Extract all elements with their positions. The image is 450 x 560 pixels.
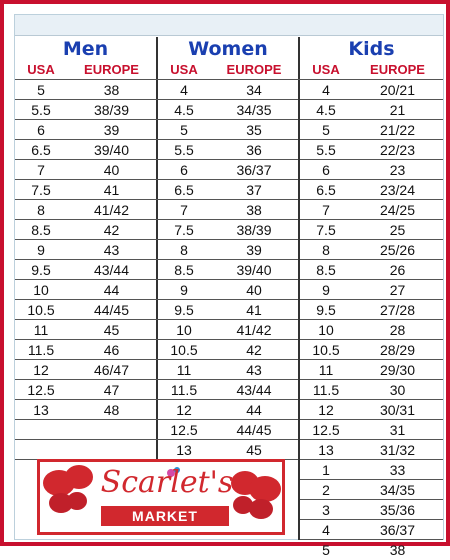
women-europe-cell: 35 [246, 122, 262, 138]
men-title: Men [62, 38, 109, 60]
men-europe-cell: 44 [103, 282, 120, 298]
row-divider [300, 459, 443, 460]
men-usa-cell: 9.5 [31, 262, 51, 278]
men-europe-cell: 39/40 [93, 142, 130, 158]
women-title: Women [188, 38, 268, 60]
row-divider [15, 319, 298, 320]
men-usa-cell: 5.5 [31, 102, 51, 118]
kids-europe-cell: 25/26 [379, 242, 416, 258]
row-divider [300, 119, 443, 120]
women-usa-cell: 12 [176, 402, 192, 418]
row-divider [300, 359, 443, 360]
women-europe-cell: 34/35 [236, 102, 272, 118]
men-usa-cell: 11.5 [27, 342, 55, 358]
kids-europe-cell: 25 [389, 222, 406, 238]
kids-europe-cell: 34/35 [379, 482, 416, 498]
row-divider [15, 439, 298, 440]
kids-usa-cell: 12 [318, 402, 334, 418]
women-europe-cell: 37 [246, 182, 262, 198]
men-usa-cell: 7.5 [31, 182, 51, 198]
row-divider [15, 219, 298, 220]
women-usa-cell: 6.5 [174, 182, 194, 198]
kids-usa-cell: 9.5 [316, 302, 336, 318]
row-divider [15, 119, 298, 120]
men-usa-cell: 5 [37, 82, 45, 98]
row-divider [15, 239, 298, 240]
men-europe-cell: 45 [103, 322, 120, 338]
kids-europe-cell: 24/25 [379, 202, 416, 218]
men-europe-header: EUROPE [84, 62, 139, 77]
kids-usa-cell: 6 [322, 162, 330, 178]
row-divider [300, 139, 443, 140]
women-europe-cell: 41 [246, 302, 262, 318]
men-usa-cell: 12 [33, 362, 49, 378]
kids-europe-cell: 28/29 [379, 342, 416, 358]
men-usa-cell: 9 [37, 242, 45, 258]
women-usa-cell: 13 [176, 442, 192, 458]
women-usa-cell: 5.5 [174, 142, 194, 158]
row-divider [15, 379, 298, 380]
kids-europe-cell: 30/31 [379, 402, 416, 418]
women-usa-cell: 4.5 [174, 102, 194, 118]
women-usa-cell: 10.5 [170, 342, 198, 358]
kids-europe-cell: 21 [389, 102, 406, 118]
kids-usa-cell: 5 [322, 122, 330, 138]
kids-title: Kids [348, 38, 395, 60]
logo-script-text: Scarlet's [100, 465, 234, 500]
women-usa-cell: 9 [180, 282, 188, 298]
kids-europe-cell: 20/21 [379, 82, 416, 98]
men-europe-cell: 42 [103, 222, 120, 238]
kids-europe-cell: 21/22 [379, 122, 416, 138]
row-divider [300, 319, 443, 320]
kids-usa-cell: 11 [318, 362, 334, 378]
women-europe-cell: 43/44 [236, 382, 272, 398]
kids-europe-cell: 27 [389, 282, 406, 298]
row-divider [15, 299, 298, 300]
women-europe-cell: 38/39 [236, 222, 272, 238]
kids-usa-cell: 8.5 [316, 262, 336, 278]
men-europe-cell: 47 [103, 382, 120, 398]
kids-usa-cell: 3 [322, 502, 330, 518]
row-divider [300, 279, 443, 280]
row-divider [15, 399, 298, 400]
kids-usa-cell: 4 [322, 522, 330, 538]
women-europe-cell: 45 [246, 442, 262, 458]
kids-europe-cell: 23/24 [379, 182, 416, 198]
kids-usa-cell: 1 [322, 462, 330, 478]
row-divider [15, 419, 298, 420]
logo-market-text: MARKET [101, 506, 229, 526]
men-usa-cell: 6 [37, 122, 45, 138]
men-europe-cell: 43/44 [93, 262, 130, 278]
kids-europe-cell: 38 [389, 542, 406, 558]
women-usa-cell: 4 [180, 82, 188, 98]
men-europe-cell: 46/47 [93, 362, 130, 378]
row-divider [300, 199, 443, 200]
women-europe-cell: 42 [246, 342, 262, 358]
women-europe-cell: 38 [246, 202, 262, 218]
women-europe-cell: 41/42 [236, 322, 272, 338]
row-divider [300, 299, 443, 300]
row-divider [300, 219, 443, 220]
row-divider [300, 479, 443, 480]
kids-europe-cell: 30 [389, 382, 406, 398]
men-europe-cell: 48 [103, 402, 120, 418]
kids-usa-cell: 6.5 [316, 182, 336, 198]
row-divider [15, 139, 298, 140]
kids-europe-cell: 27/28 [379, 302, 416, 318]
kids-usa-cell: 12.5 [312, 422, 340, 438]
men-usa-cell: 12.5 [27, 382, 55, 398]
women-usa-cell: 6 [180, 162, 188, 178]
row-divider [300, 519, 443, 520]
kids-europe-cell: 22/23 [379, 142, 416, 158]
kids-usa-cell: 7 [322, 202, 330, 218]
men-usa-cell: 11 [33, 322, 49, 338]
kids-usa-cell: 5 [322, 542, 330, 558]
men-usa-cell: 7 [37, 162, 45, 178]
men-europe-cell: 43 [103, 242, 120, 258]
men-europe-cell: 38 [103, 82, 120, 98]
men-europe-cell: 46 [103, 342, 120, 358]
women-europe-header: EUROPE [226, 62, 282, 77]
women-europe-cell: 44 [246, 402, 262, 418]
kids-europe-cell: 26 [389, 262, 406, 278]
kids-usa-cell: 13 [318, 442, 334, 458]
row-divider [300, 239, 443, 240]
kids-usa-cell: 4 [322, 82, 330, 98]
kids-usa-cell: 7.5 [316, 222, 336, 238]
men-usa-cell: 10 [33, 282, 49, 298]
kids-usa-cell: 10.5 [312, 342, 340, 358]
kids-europe-cell: 31 [389, 422, 406, 438]
kids-europe-header: EUROPE [370, 62, 425, 77]
men-usa-cell: 13 [33, 402, 49, 418]
kids-europe-cell: 31/32 [379, 442, 416, 458]
women-europe-cell: 36/37 [236, 162, 272, 178]
row-divider [300, 179, 443, 180]
kids-usa-cell: 8 [322, 242, 330, 258]
kids-usa-cell: 9 [322, 282, 330, 298]
kids-europe-cell: 35/36 [379, 502, 416, 518]
row-divider [15, 199, 298, 200]
row-divider [300, 379, 443, 380]
row-divider [15, 279, 298, 280]
women-usa-cell: 7 [180, 202, 188, 218]
row-divider [300, 159, 443, 160]
women-usa-cell: 9.5 [174, 302, 194, 318]
women-usa-cell: 12.5 [170, 422, 198, 438]
row-divider [15, 179, 298, 180]
kids-europe-cell: 36/37 [379, 522, 416, 538]
men-usa-header: USA [27, 62, 55, 77]
men-europe-cell: 40 [103, 162, 120, 178]
kids-usa-cell: 2 [322, 482, 330, 498]
top-band [15, 15, 443, 36]
men-usa-cell: 8.5 [31, 222, 51, 238]
kids-usa-cell: 11.5 [312, 382, 340, 398]
row-divider [300, 499, 443, 500]
women-usa-cell: 10 [176, 322, 192, 338]
row-divider [15, 99, 298, 100]
kids-europe-cell: 33 [389, 462, 406, 478]
men-europe-cell: 44/45 [93, 302, 130, 318]
row-divider [15, 159, 298, 160]
row-divider [300, 419, 443, 420]
kids-europe-cell: 23 [389, 162, 406, 178]
row-divider [300, 339, 443, 340]
row-divider [15, 259, 298, 260]
men-usa-cell: 8 [37, 202, 45, 218]
kids-usa-cell: 10 [318, 322, 334, 338]
kids-usa-cell: 4.5 [316, 102, 336, 118]
women-europe-cell: 43 [246, 362, 262, 378]
women-usa-cell: 11 [176, 362, 192, 378]
women-europe-cell: 39 [246, 242, 262, 258]
kids-europe-cell: 29/30 [379, 362, 416, 378]
row-divider [300, 399, 443, 400]
kids-europe-cell: 28 [389, 322, 406, 338]
women-usa-cell: 5 [180, 122, 188, 138]
women-usa-header: USA [170, 62, 198, 77]
women-usa-cell: 8.5 [174, 262, 194, 278]
men-usa-cell: 6.5 [31, 142, 51, 158]
men-europe-cell: 41/42 [93, 202, 130, 218]
row-divider [15, 359, 298, 360]
women-europe-cell: 44/45 [236, 422, 272, 438]
men-usa-cell: 10.5 [27, 302, 55, 318]
women-usa-cell: 7.5 [174, 222, 194, 238]
women-usa-cell: 11.5 [170, 382, 198, 398]
kids-usa-header: USA [312, 62, 340, 77]
row-divider [300, 439, 443, 440]
men-europe-cell: 38/39 [93, 102, 130, 118]
scarlets-market-logo [37, 459, 285, 535]
row-divider [300, 539, 443, 540]
women-usa-cell: 8 [180, 242, 188, 258]
kids-usa-cell: 5.5 [316, 142, 336, 158]
row-divider [300, 99, 443, 100]
row-divider [15, 79, 443, 80]
row-divider [15, 339, 298, 340]
row-divider [300, 259, 443, 260]
men-europe-cell: 41 [103, 182, 120, 198]
women-europe-cell: 39/40 [236, 262, 272, 278]
women-europe-cell: 36 [246, 142, 262, 158]
women-europe-cell: 34 [246, 82, 262, 98]
women-europe-cell: 40 [246, 282, 262, 298]
men-europe-cell: 39 [103, 122, 120, 138]
